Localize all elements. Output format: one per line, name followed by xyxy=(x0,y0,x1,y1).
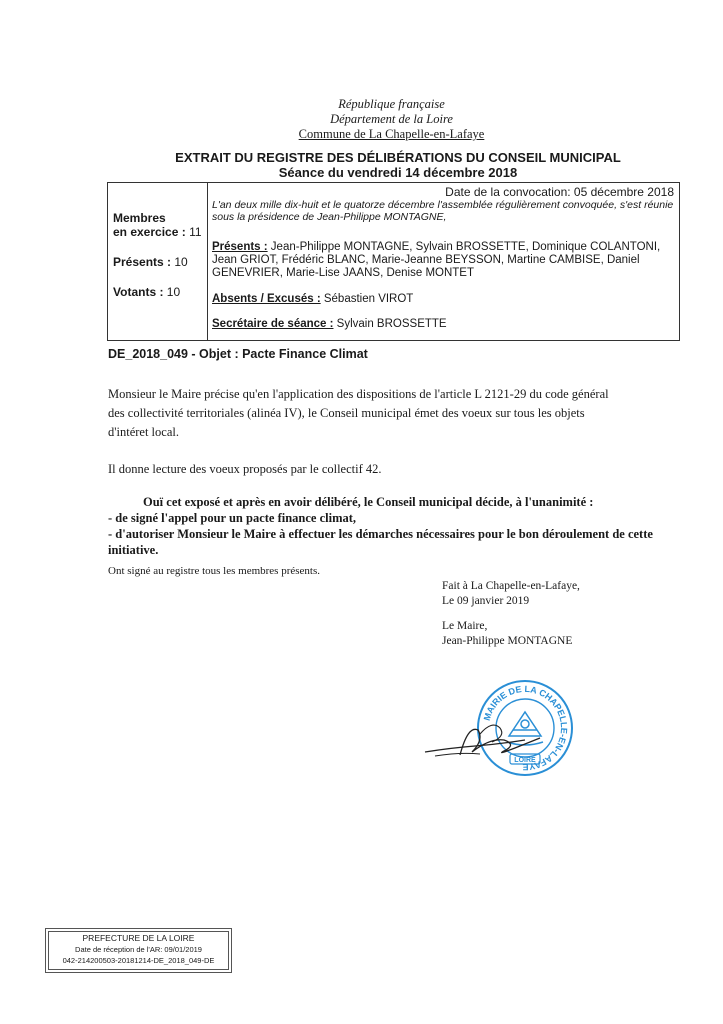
decision-item-1: - de signé l'appel pour un pacte finance climat, xyxy=(108,511,357,525)
prefecture-receipt xyxy=(45,928,232,973)
presents-count: Présents : 10 xyxy=(113,255,188,269)
departement-line: Département de la Loire xyxy=(330,112,453,126)
prefecture-name: PREFECTURE DE LA LOIRE xyxy=(82,933,195,943)
secretaire-name: Sylvain BROSSETTE xyxy=(333,318,447,330)
body-paragraph-1: Monsieur le Maire précise qu'en l'application des dispositions de l'article L 2121-29 du code général des collectivité territoriales (alinéa IV), le Conseil municipal émet des voeux sur tous les objets d'intéret local. xyxy=(108,387,609,439)
signature-date: Le 09 janvier 2019 xyxy=(442,595,530,607)
secretaire-label: Secrétaire de séance : xyxy=(212,318,334,330)
mayor-role: Le Maire, xyxy=(442,620,488,632)
document-title xyxy=(108,150,688,180)
votants-count: Votants : 10 xyxy=(113,285,181,299)
prefecture-reference: 042-214200503-20181214-DE_2018_049-DE xyxy=(62,956,215,965)
presents-list xyxy=(212,241,674,280)
title-line-2: Séance du vendredi 14 décembre 2018 xyxy=(278,165,518,180)
decision-item-2: - d'autoriser Monsieur le Maire à effectuer les démarches nécessaires pour le bon déroulement de cette initiative. xyxy=(108,527,653,557)
deliberation-subject: DE_2018_049 - Objet : Pacte Finance Climat xyxy=(108,347,368,361)
republique-line: République française xyxy=(338,97,445,111)
secretaire-line xyxy=(212,318,674,331)
membres-en-exercice: Membres en exercice : 11 xyxy=(113,211,202,239)
body-paragraph-2: Il donne lecture des voeux proposés par le collectif 42. xyxy=(108,462,382,476)
session-details xyxy=(212,185,674,330)
stamp-loire: LOIRE xyxy=(514,757,536,764)
commune-line: Commune de La Chapelle-en-Lafaye xyxy=(298,127,485,141)
stamp-text: MAIRIE DE LA CHAPELLE-EN-LAFAYE xyxy=(481,683,570,773)
presents-label: Présents : xyxy=(212,241,268,253)
handwritten-signature xyxy=(420,700,550,770)
signed-note: Ont signé au registre tous les membres présents. xyxy=(108,565,321,577)
convocation-date: Date de la convocation: 05 décembre 2018 xyxy=(445,185,674,199)
absents-names: Sébastien VIROT xyxy=(320,293,414,305)
decision-intro: Ouï cet exposé et après en avoir délibéré, le Conseil municipal décide, à l'unanimité : xyxy=(143,495,594,509)
absents-label: Absents / Excusés : xyxy=(212,293,321,305)
absents-line xyxy=(212,293,674,306)
signature-place: Fait à La Chapelle-en-Lafaye, xyxy=(442,580,580,592)
document-header xyxy=(0,97,723,142)
decision-block xyxy=(108,494,653,558)
presents-names: Jean-Philippe MONTAGNE, Sylvain BROSSETTE, Dominique COLANTONI, Jean GRIOT, Frédéric BLANC, Marie-Jeanne BEYSSON, Martine CAMBISE, Daniel GENEVRIER, Marie-Lise JAANS, Denise MONTET xyxy=(212,241,661,279)
mayor-name: Jean-Philippe MONTAGNE xyxy=(442,635,573,647)
session-box xyxy=(107,182,680,341)
prefecture-receipt-date: Date de réception de l'AR: 09/01/2019 xyxy=(75,945,202,954)
title-line-1: EXTRAIT DU REGISTRE DES DÉLIBÉRATIONS DU CONSEIL MUNICIPAL xyxy=(175,150,621,165)
session-preamble: L'an deux mille dix-huit et le quatorze décembre l'assemblée régulièrement convoquée, s'est réunie sous la présidence de Jean-Philippe MONTAGNE, xyxy=(212,199,674,223)
